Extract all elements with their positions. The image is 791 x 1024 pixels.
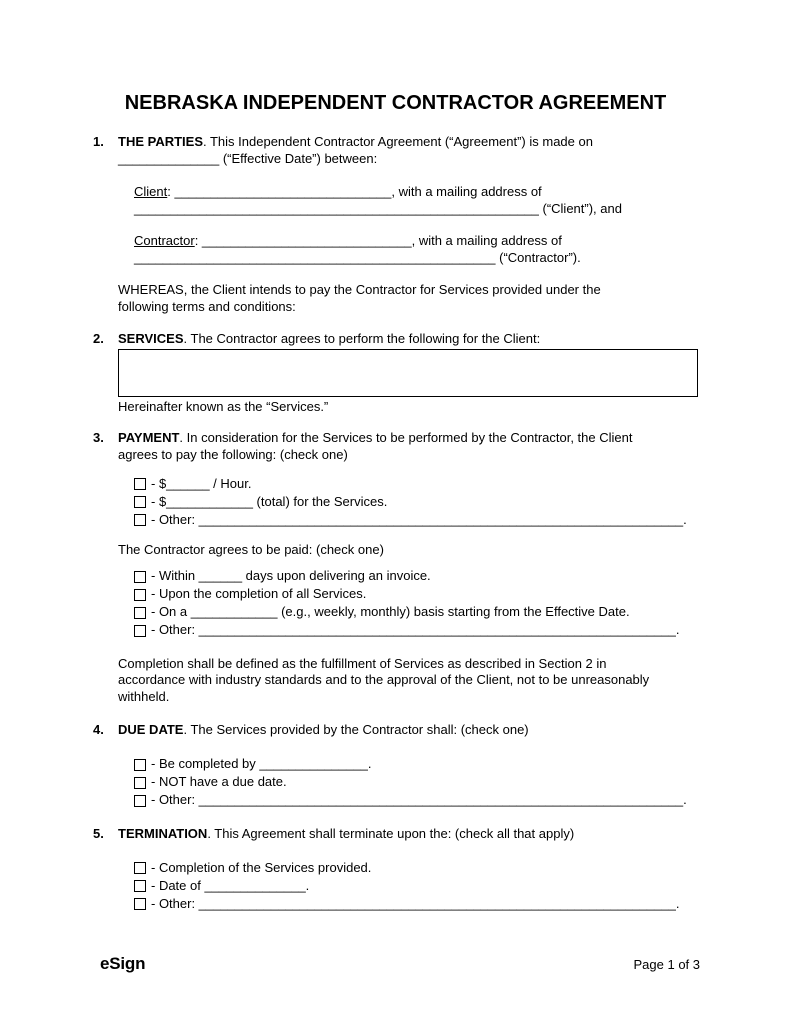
contractor-name-blank: : _____________________________, with a mailing address of <box>194 233 562 248</box>
option-services-completion[interactable] <box>134 859 698 877</box>
payment-options <box>134 475 698 529</box>
section-termination <box>93 826 698 914</box>
section-number: 4. <box>93 722 104 737</box>
checkbox-label: - Within ______ days upon delivering an invoice. <box>151 568 431 584</box>
client-address-blank: ________________________________________________________ (“Client”), and <box>134 200 622 216</box>
checkbox-label: - Completion of the Services provided. <box>151 859 372 875</box>
checkbox[interactable] <box>134 862 146 874</box>
section-number: 5. <box>93 825 104 841</box>
checkbox-label: - Other: ___________________________________________________________________. <box>151 792 687 808</box>
option-completed-by[interactable] <box>134 756 698 774</box>
due-date-intro: DUE DATE. The Services provided by the Contractor shall: (check one) <box>118 722 529 737</box>
whereas-clause: WHEREAS, the Client intends to pay the Contractor for Services provided under the following terms and conditions: <box>118 282 601 314</box>
payment-intro: PAYMENT. In consideration for the Services to be performed by the Contractor, the Client agrees to pay the following: (check one) <box>118 430 633 462</box>
checkbox[interactable] <box>134 880 146 892</box>
services-definition: Hereinafter known as the “Services.” <box>118 398 329 414</box>
client-name-blank: : ______________________________, with a mailing address of <box>167 184 542 199</box>
checkbox[interactable] <box>134 898 146 910</box>
parties-intro-line1: . This Independent Contractor Agreement (“Agreement”) is made on <box>203 134 593 149</box>
section-heading: SERVICES <box>118 331 184 346</box>
section-heading: DUE DATE <box>118 722 184 737</box>
checkbox-label: - Other: __________________________________________________________________. <box>151 622 680 638</box>
option-hourly[interactable] <box>134 475 698 493</box>
option-other[interactable] <box>134 511 698 529</box>
contractor-block <box>134 233 698 266</box>
checkbox[interactable] <box>134 625 146 637</box>
checkbox-label: - Other: ___________________________________________________________________. <box>151 511 687 527</box>
checkbox[interactable] <box>134 496 146 508</box>
checkbox[interactable] <box>134 607 146 619</box>
checkbox[interactable] <box>134 589 146 601</box>
checkbox[interactable] <box>134 777 146 789</box>
checkbox[interactable] <box>134 795 146 807</box>
checkbox-label: - $____________ (total) for the Services. <box>151 493 388 509</box>
checkbox-label: - Other: __________________________________________________________________. <box>151 895 680 911</box>
checkbox-label: - Date of ______________. <box>151 877 310 893</box>
checkbox-label: - Be completed by _______________. <box>151 756 372 772</box>
option-no-due-date[interactable] <box>134 774 698 792</box>
checkbox[interactable] <box>134 478 146 490</box>
parties-intro <box>118 134 698 167</box>
section-heading: TERMINATION <box>118 825 208 841</box>
checkbox[interactable] <box>134 514 146 526</box>
checkbox-label: - $______ / Hour. <box>151 475 252 491</box>
completion-note: Completion shall be defined as the fulfillment of Services as described in Section 2 in accordance with industry standards and to the approval of the Client, not to be unreasonably withheld. <box>118 655 650 704</box>
checkbox-label: - Upon the completion of all Services. <box>151 586 367 602</box>
option-upon-completion[interactable] <box>134 586 698 604</box>
checkbox[interactable] <box>134 759 146 771</box>
section-parties <box>93 134 698 315</box>
section-heading: PAYMENT <box>118 430 180 445</box>
esign-logo: eSign <box>100 954 146 973</box>
option-recurring-basis[interactable] <box>134 604 698 622</box>
checkbox-label: - NOT have a due date. <box>151 774 287 790</box>
due-date-options <box>134 756 698 810</box>
page-title: NEBRASKA INDEPENDENT CONTRACTOR AGREEMENT <box>124 92 667 114</box>
checkbox-label: - On a ____________ (e.g., weekly, monthly) basis starting from the Effective Date. <box>151 604 630 620</box>
paid-intro: The Contractor agrees to be paid: (check one) <box>118 542 384 557</box>
client-label: Client <box>134 184 168 199</box>
services-intro: SERVICES. The Contractor agrees to perform the following for the Client: <box>118 331 541 346</box>
contractor-address-blank: __________________________________________________ (“Contractor”). <box>134 249 581 265</box>
effective-date-blank: ______________ (“Effective Date”) between: <box>118 150 378 166</box>
option-other[interactable] <box>134 895 698 913</box>
services-input-box[interactable] <box>118 349 698 397</box>
section-services <box>93 331 698 415</box>
option-other[interactable] <box>134 792 698 810</box>
checkbox[interactable] <box>134 571 146 583</box>
paid-options <box>134 568 698 640</box>
option-other[interactable] <box>134 622 698 640</box>
section-number: 1. <box>93 134 104 149</box>
section-heading: THE PARTIES <box>118 134 203 149</box>
page-footer <box>100 954 700 974</box>
contractor-label: Contractor <box>134 233 195 248</box>
option-termination-date[interactable] <box>134 877 698 895</box>
termination-options <box>134 859 698 913</box>
option-total[interactable] <box>134 493 698 511</box>
client-block <box>134 184 698 217</box>
section-payment <box>93 430 698 705</box>
section-number: 3. <box>93 430 104 445</box>
page-number: Page 1 of 3 <box>633 957 700 972</box>
section-number: 2. <box>93 331 104 346</box>
termination-intro: TERMINATION. This Agreement shall terminate upon the: (check all that apply) <box>118 825 575 841</box>
section-due-date <box>93 722 698 810</box>
option-within-days[interactable] <box>134 568 698 586</box>
